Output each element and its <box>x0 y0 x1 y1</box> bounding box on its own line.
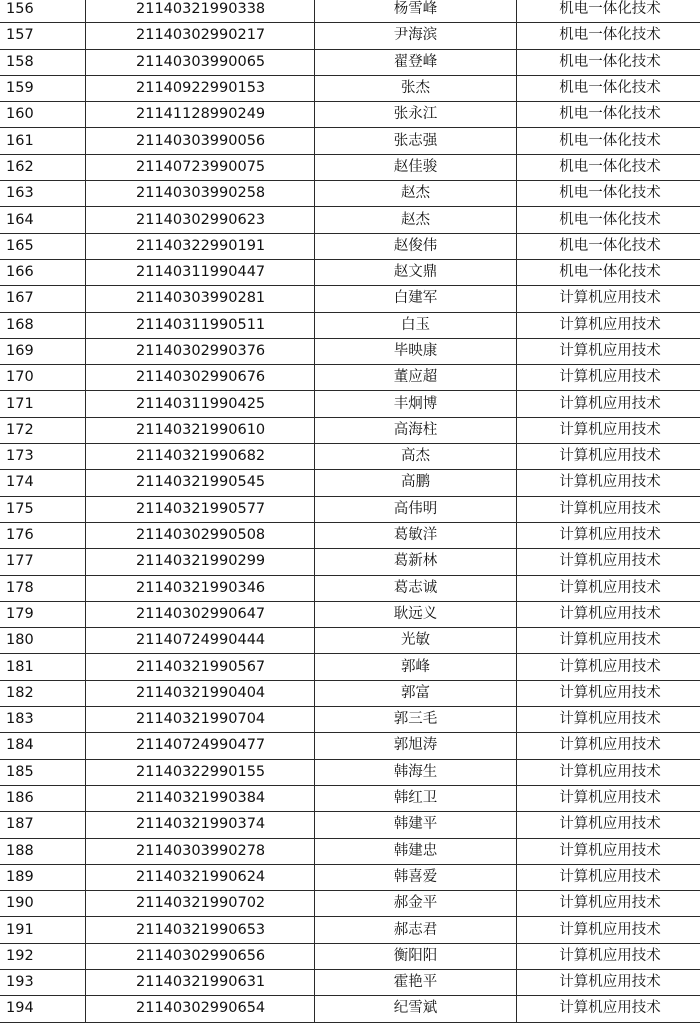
row-number-cell: 156 <box>0 0 86 23</box>
student-name-cell: 韩海生 <box>315 759 517 785</box>
table-row <box>0 338 700 364</box>
row-number-cell: 167 <box>0 286 86 312</box>
exam-id-cell: 21140321990631 <box>86 969 315 995</box>
exam-id-cell: 21140321990577 <box>86 496 315 522</box>
table-row <box>0 259 700 285</box>
table-row <box>0 654 700 680</box>
major-cell: 计算机应用技术 <box>517 917 700 943</box>
row-number-cell: 190 <box>0 891 86 917</box>
table-row <box>0 233 700 259</box>
major-cell: 计算机应用技术 <box>517 522 700 548</box>
row-number-cell: 173 <box>0 444 86 470</box>
exam-id-cell: 21140321990610 <box>86 417 315 443</box>
major-cell: 机电一体化技术 <box>517 181 700 207</box>
student-name-cell: 高海柱 <box>315 417 517 443</box>
major-cell: 计算机应用技术 <box>517 601 700 627</box>
student-name-cell: 郭三毛 <box>315 707 517 733</box>
table-row <box>0 996 700 1022</box>
major-cell: 机电一体化技术 <box>517 75 700 101</box>
student-name-cell: 白玉 <box>315 312 517 338</box>
exam-id-cell: 21140302990676 <box>86 365 315 391</box>
exam-id-cell: 21140302990217 <box>86 23 315 49</box>
exam-id-cell: 21140302990656 <box>86 943 315 969</box>
table-row <box>0 707 700 733</box>
exam-id-cell: 21141128990249 <box>86 102 315 128</box>
row-number-cell: 168 <box>0 312 86 338</box>
major-cell: 计算机应用技术 <box>517 759 700 785</box>
row-number-cell: 169 <box>0 338 86 364</box>
table-row <box>0 207 700 233</box>
table-row <box>0 785 700 811</box>
major-cell: 计算机应用技术 <box>517 444 700 470</box>
student-name-cell: 葛敏洋 <box>315 522 517 548</box>
table-row <box>0 0 700 23</box>
major-cell: 计算机应用技术 <box>517 812 700 838</box>
student-name-cell: 尹海滨 <box>315 23 517 49</box>
major-cell: 计算机应用技术 <box>517 365 700 391</box>
student-name-cell: 白建军 <box>315 286 517 312</box>
row-number-cell: 181 <box>0 654 86 680</box>
row-number-cell: 171 <box>0 391 86 417</box>
exam-id-cell: 21140321990384 <box>86 785 315 811</box>
student-name-cell: 赵文鼎 <box>315 259 517 285</box>
row-number-cell: 172 <box>0 417 86 443</box>
major-cell: 机电一体化技术 <box>517 49 700 75</box>
major-cell: 机电一体化技术 <box>517 207 700 233</box>
student-name-cell: 郭富 <box>315 680 517 706</box>
row-number-cell: 178 <box>0 575 86 601</box>
exam-id-cell: 21140321990299 <box>86 549 315 575</box>
exam-id-cell: 21140311990511 <box>86 312 315 338</box>
table-row <box>0 312 700 338</box>
major-cell: 计算机应用技术 <box>517 654 700 680</box>
table-row <box>0 549 700 575</box>
exam-id-cell: 21140302990508 <box>86 522 315 548</box>
row-number-cell: 159 <box>0 75 86 101</box>
student-name-cell: 郝金平 <box>315 891 517 917</box>
row-number-cell: 179 <box>0 601 86 627</box>
table-row <box>0 864 700 890</box>
major-cell: 计算机应用技术 <box>517 628 700 654</box>
table-row <box>0 181 700 207</box>
row-number-cell: 162 <box>0 154 86 180</box>
table-row <box>0 759 700 785</box>
row-number-cell: 186 <box>0 785 86 811</box>
exam-id-cell: 21140303990281 <box>86 286 315 312</box>
table-row <box>0 628 700 654</box>
row-number-cell: 157 <box>0 23 86 49</box>
student-name-cell: 高伟明 <box>315 496 517 522</box>
student-name-cell: 郭旭涛 <box>315 733 517 759</box>
table-row <box>0 391 700 417</box>
row-number-cell: 188 <box>0 838 86 864</box>
table-row <box>0 891 700 917</box>
table-row <box>0 154 700 180</box>
row-number-cell: 165 <box>0 233 86 259</box>
exam-id-cell: 21140322990191 <box>86 233 315 259</box>
major-cell: 计算机应用技术 <box>517 785 700 811</box>
student-name-cell: 葛新林 <box>315 549 517 575</box>
table-row <box>0 75 700 101</box>
exam-id-cell: 21140723990075 <box>86 154 315 180</box>
row-number-cell: 160 <box>0 102 86 128</box>
student-name-cell: 翟登峰 <box>315 49 517 75</box>
row-number-cell: 189 <box>0 864 86 890</box>
major-cell: 机电一体化技术 <box>517 102 700 128</box>
row-number-cell: 163 <box>0 181 86 207</box>
row-number-cell: 182 <box>0 680 86 706</box>
student-name-cell: 郝志君 <box>315 917 517 943</box>
table-row <box>0 417 700 443</box>
row-number-cell: 161 <box>0 128 86 154</box>
table-row <box>0 49 700 75</box>
student-name-cell: 纪雪斌 <box>315 996 517 1022</box>
row-number-cell: 187 <box>0 812 86 838</box>
exam-id-cell: 21140303990258 <box>86 181 315 207</box>
row-number-cell: 174 <box>0 470 86 496</box>
major-cell: 计算机应用技术 <box>517 680 700 706</box>
exam-id-cell: 21140311990425 <box>86 391 315 417</box>
exam-id-cell: 21140302990376 <box>86 338 315 364</box>
student-name-cell: 张志强 <box>315 128 517 154</box>
table-row <box>0 575 700 601</box>
table-row <box>0 496 700 522</box>
table-row <box>0 128 700 154</box>
row-number-cell: 193 <box>0 969 86 995</box>
row-number-cell: 192 <box>0 943 86 969</box>
student-name-cell: 葛志诚 <box>315 575 517 601</box>
major-cell: 计算机应用技术 <box>517 838 700 864</box>
major-cell: 计算机应用技术 <box>517 338 700 364</box>
exam-id-cell: 21140724990444 <box>86 628 315 654</box>
exam-id-cell: 21140321990338 <box>86 0 315 23</box>
major-cell: 计算机应用技术 <box>517 891 700 917</box>
major-cell: 计算机应用技术 <box>517 996 700 1022</box>
major-cell: 计算机应用技术 <box>517 707 700 733</box>
student-name-cell: 高杰 <box>315 444 517 470</box>
student-name-cell: 韩建平 <box>315 812 517 838</box>
table-row <box>0 470 700 496</box>
student-name-cell: 董应超 <box>315 365 517 391</box>
exam-id-cell: 21140321990346 <box>86 575 315 601</box>
major-cell: 机电一体化技术 <box>517 128 700 154</box>
exam-id-cell: 21140321990653 <box>86 917 315 943</box>
major-cell: 计算机应用技术 <box>517 496 700 522</box>
student-name-cell: 张永江 <box>315 102 517 128</box>
student-name-cell: 赵杰 <box>315 207 517 233</box>
major-cell: 计算机应用技术 <box>517 391 700 417</box>
table-row <box>0 23 700 49</box>
row-number-cell: 183 <box>0 707 86 733</box>
table-row <box>0 365 700 391</box>
major-cell: 计算机应用技术 <box>517 943 700 969</box>
exam-id-cell: 21140321990404 <box>86 680 315 706</box>
major-cell: 机电一体化技术 <box>517 259 700 285</box>
student-name-cell: 丰炯博 <box>315 391 517 417</box>
table-row <box>0 601 700 627</box>
major-cell: 计算机应用技术 <box>517 575 700 601</box>
exam-id-cell: 21140321990702 <box>86 891 315 917</box>
student-name-cell: 毕映康 <box>315 338 517 364</box>
exam-id-cell: 21140302990647 <box>86 601 315 627</box>
row-number-cell: 158 <box>0 49 86 75</box>
table-row <box>0 969 700 995</box>
row-number-cell: 177 <box>0 549 86 575</box>
student-name-cell: 高鹏 <box>315 470 517 496</box>
major-cell: 计算机应用技术 <box>517 733 700 759</box>
table-row <box>0 522 700 548</box>
student-name-cell: 赵佳骏 <box>315 154 517 180</box>
exam-id-cell: 21140321990704 <box>86 707 315 733</box>
major-cell: 计算机应用技术 <box>517 312 700 338</box>
table-row <box>0 733 700 759</box>
row-number-cell: 184 <box>0 733 86 759</box>
student-name-cell: 霍艳平 <box>315 969 517 995</box>
exam-id-cell: 21140302990623 <box>86 207 315 233</box>
exam-id-cell: 21140321990545 <box>86 470 315 496</box>
major-cell: 机电一体化技术 <box>517 0 700 23</box>
table-row <box>0 917 700 943</box>
student-name-cell: 光敏 <box>315 628 517 654</box>
table-row <box>0 286 700 312</box>
exam-id-cell: 21140303990278 <box>86 838 315 864</box>
table-row <box>0 838 700 864</box>
row-number-cell: 176 <box>0 522 86 548</box>
student-name-cell: 韩建忠 <box>315 838 517 864</box>
student-name-cell: 韩红卫 <box>315 785 517 811</box>
student-name-cell: 赵杰 <box>315 181 517 207</box>
table-row <box>0 812 700 838</box>
exam-id-cell: 21140322990155 <box>86 759 315 785</box>
student-name-cell: 韩喜爱 <box>315 864 517 890</box>
row-number-cell: 175 <box>0 496 86 522</box>
exam-id-cell: 21140321990374 <box>86 812 315 838</box>
major-cell: 机电一体化技术 <box>517 233 700 259</box>
student-name-cell: 杨雪峰 <box>315 0 517 23</box>
student-name-cell: 赵俊伟 <box>315 233 517 259</box>
student-name-cell: 衡阳阳 <box>315 943 517 969</box>
table-row <box>0 680 700 706</box>
exam-id-cell: 21140922990153 <box>86 75 315 101</box>
row-number-cell: 191 <box>0 917 86 943</box>
student-name-cell: 郭峰 <box>315 654 517 680</box>
table-row <box>0 102 700 128</box>
exam-id-cell: 21140321990567 <box>86 654 315 680</box>
major-cell: 计算机应用技术 <box>517 969 700 995</box>
table-row <box>0 444 700 470</box>
student-name-cell: 耿远义 <box>315 601 517 627</box>
major-cell: 机电一体化技术 <box>517 23 700 49</box>
row-number-cell: 164 <box>0 207 86 233</box>
major-cell: 计算机应用技术 <box>517 417 700 443</box>
exam-id-cell: 21140321990682 <box>86 444 315 470</box>
exam-id-cell: 21140302990654 <box>86 996 315 1022</box>
exam-id-cell: 21140303990056 <box>86 128 315 154</box>
row-number-cell: 166 <box>0 259 86 285</box>
major-cell: 计算机应用技术 <box>517 286 700 312</box>
row-number-cell: 194 <box>0 996 86 1022</box>
row-number-cell: 180 <box>0 628 86 654</box>
exam-id-cell: 21140321990624 <box>86 864 315 890</box>
major-cell: 机电一体化技术 <box>517 154 700 180</box>
exam-id-cell: 21140724990477 <box>86 733 315 759</box>
exam-id-cell: 21140303990065 <box>86 49 315 75</box>
row-number-cell: 170 <box>0 365 86 391</box>
major-cell: 计算机应用技术 <box>517 864 700 890</box>
student-name-cell: 张杰 <box>315 75 517 101</box>
exam-id-cell: 21140311990447 <box>86 259 315 285</box>
major-cell: 计算机应用技术 <box>517 549 700 575</box>
row-number-cell: 185 <box>0 759 86 785</box>
table-row <box>0 943 700 969</box>
major-cell: 计算机应用技术 <box>517 470 700 496</box>
